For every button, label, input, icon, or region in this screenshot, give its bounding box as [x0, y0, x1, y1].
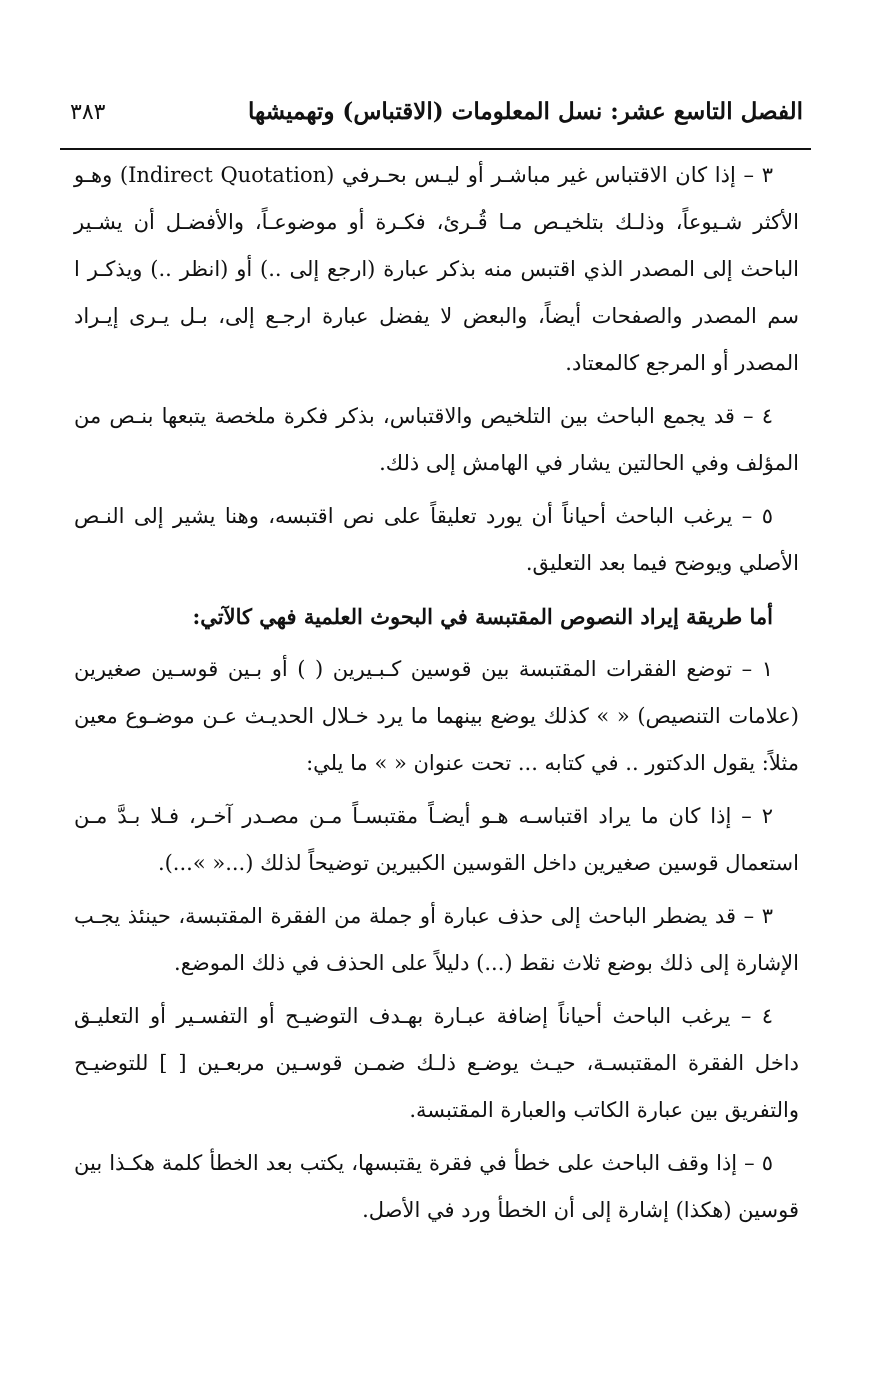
paragraph-brackets: ١ – توضع الفقرات المقتبسة بين قوسين كـبـيرين ( ) أو بـين قوسـين صغيرين (علامات التنصيص) « » كذلك يوضع بينهما ما يرد خـلال الحديـث عـن موضـوع معين مثلاً: يقول الدكتور .. في كتابه ... تحت عنوان « » ما يلي: [74, 657, 799, 775]
header-divider [60, 148, 811, 150]
page-number: ٣٨٣ [70, 100, 106, 125]
chapter-title: الفصل التاسع عشر: نسل المعلومات (الاقتباس) وتهميشها [247, 98, 803, 125]
paragraph-commentary: ٥ – يرغب الباحث أحياناً أن يورد تعليقاً على نص اقتبسه، وهنا يشير إلى النـص الأصلي ويوضح فيما بعد التعليق. [74, 504, 799, 575]
section-lead: أما طريقة إيراد النصوص المقتبسة في البحوث العلمية فهي كالآتي: [192, 604, 773, 629]
paragraph-sic: ٥ – إذا وقف الباحث على خطأ في فقرة يقتبسها، يكتب بعد الخطأ كلمة هكـذا بين قوسين (هكذا) إشارة إلى أن الخطأ ورد في الأصل. [74, 1151, 799, 1222]
paragraph-omission: ٣ – قد يضطر الباحث إلى حذف عبارة أو جملة من الفقرة المقتبسة، حينئذ يجـب الإشارة إلى ذلك بوضع ثلاث نقط (...) دليلاً على الحذف في ذلك الموضع. [74, 904, 799, 975]
page-body [74, 152, 799, 1240]
page-header [70, 96, 803, 142]
paragraph-summary-and-quote: ٤ – قد يجمع الباحث بين التلخيص والاقتباس، بذكر فكرة ملخصة يتبعها بنـص من المؤلف وفي الحالتين يشار في الهامش إلى ذلك. [74, 404, 799, 475]
paragraph-insertion: ٤ – يرغب الباحث أحياناً إضافة عبـارة بهـدف التوضيـح أو التفسـير أو التعليـق داخل الفقرة المقتبسـة، حيـث يوضـع ذلـك ضمـن قوسـين مربعـين [ ] للتوضيـح والتفريق بين عبارة الكاتب والعبارة المقتبسة. [74, 1004, 799, 1122]
paragraph-indirect-quotation: ٣ – إذا كان الاقتباس غير مباشـر أو ليـس بحـرفي (Indirect Quotation) وهـو الأكثر شـيوعاً، وذلـك بتلخيـص مـا قُـرئ، فكـرة أو موضوعـاً، والأفضـل أن يشـير الباحث إلى المصدر الذي اقتبس منه بذكر عبارة (ارجع إلى ..) أو (انظر ..) ويذكـر ا سم المصدر والصفحات أيضاً، والبعض لا يفضل عبارة ارجـع إلى، بـل يـرى إيـراد المصدر أو المرجع كالمعتاد. [74, 163, 799, 375]
paragraph-nested-quote: ٢ – إذا كان ما يراد اقتباسـه هـو أيضـاً مقتبسـاً مـن مصـدر آخـر، فـلا بـدَّ مـن استعمال قوسين صغيرين داخل القوسين الكبيرين توضيحاً لذلك (...« »...). [74, 804, 799, 875]
